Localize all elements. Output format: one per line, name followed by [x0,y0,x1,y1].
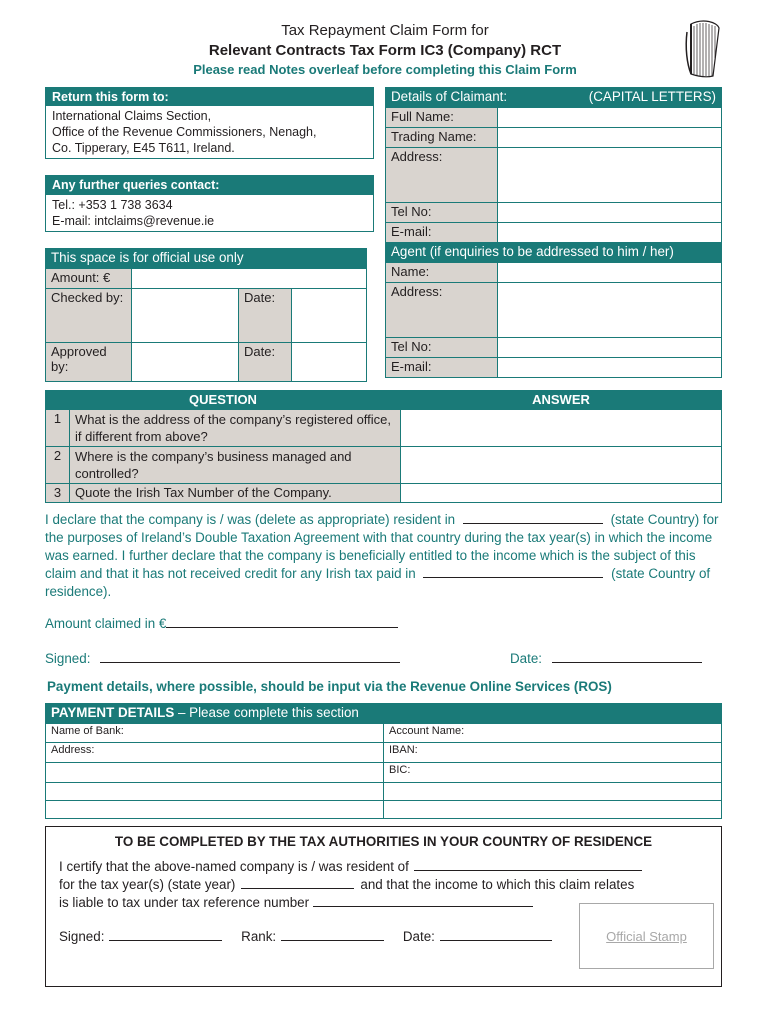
rank-line[interactable] [281,930,384,941]
agent-name-label: Name: [386,263,498,283]
full-name-label: Full Name: [386,108,498,128]
question-number: 3 [46,484,70,503]
bank-name-label: Name of Bank: [51,725,124,737]
answer-field[interactable] [401,410,722,447]
declaration-paragraph [45,511,725,601]
answer-field[interactable] [401,447,722,484]
iban-field[interactable] [384,743,722,763]
authority-signed-label: Signed: [59,929,105,944]
claimant-heading [386,88,722,108]
certify-text [59,858,642,912]
tel-label: Tel No: [386,203,498,223]
question-row [46,484,722,503]
address-label: Address: [386,148,498,203]
payment-heading [46,704,722,724]
queries-heading: Any further queries contact: [46,176,373,195]
trading-name-label: Trading Name: [386,128,498,148]
payment-blank-field[interactable] [384,783,722,801]
question-number: 2 [46,447,70,484]
return-address-line: Co. Tipperary, E45 T611, Ireland. [52,141,235,155]
queries-email: E-mail: intclaims@revenue.ie [52,214,215,228]
declaration-text: (state Country of residence). [45,566,711,599]
approved-date-field[interactable] [292,343,367,382]
question-text: Where is the company’s business managed and controlled? [70,447,401,484]
date-label: Date: [510,651,543,666]
question-text: Quote the Irish Tax Number of the Company. [70,484,401,503]
trading-name-field[interactable] [498,128,722,148]
answer-field[interactable] [401,484,722,503]
amount-claimed-line[interactable] [166,617,398,628]
agent-tel-label: Tel No: [386,338,498,358]
bic-label: BIC: [389,764,411,776]
checked-date-label: Date: [239,289,292,343]
signed-row [45,651,400,666]
amount-claimed-row [45,616,398,631]
question-row [46,410,722,447]
agent-name-field[interactable] [498,263,722,283]
return-form-heading: Return this form to: [46,88,373,106]
payment-heading-bold: PAYMENT DETAILS [51,705,175,720]
claimant-heading-text: Details of Claimant: [391,89,508,104]
question-row [46,447,722,484]
rank-label: Rank: [241,929,277,944]
address-field[interactable] [498,148,722,203]
declaration-text: (state Country) for the purposes of Ireland’s Double Taxation Agreement with that country during the tax year(s) in which the income was earned. I further declare that the company is beneficially entitled to the income which is the subject of this claim and that it has not received credit for any Irish tax paid in [45,512,719,581]
email-field[interactable] [498,223,722,243]
full-name-field[interactable] [498,108,722,128]
queries-box [45,175,374,232]
approved-by-field[interactable] [132,343,239,382]
bank-address-field-4[interactable] [46,801,384,819]
agent-address-label: Address: [386,283,498,338]
official-use-heading: This space is for official use only [46,249,367,269]
authority-signature-row [59,929,552,944]
account-name-label: Account Name: [389,725,465,737]
form-title-line2: Relevant Contracts Tax Form IC3 (Company) RCT [208,42,562,59]
bank-name-field[interactable] [46,724,384,743]
form-subtitle: Please read Notes overleaf before completing this Claim Form [193,62,577,77]
payment-blank-field[interactable] [384,801,722,819]
certify-line2a: for the tax year(s) (state year) [59,877,236,892]
claimant-table [385,87,722,378]
agent-address-field[interactable] [498,283,722,338]
question-header: QUESTION [46,391,401,410]
authority-date-line[interactable] [440,930,552,941]
date-line[interactable] [552,652,702,663]
question-text: What is the address of the company’s registered office, if different from above? [70,410,401,447]
iban-label: IBAN: [389,744,418,756]
certify-line2b: and that the income to which this claim relates [360,877,635,892]
official-stamp-box[interactable]: Official Stamp [579,903,714,969]
return-form-box [45,87,374,159]
question-number: 1 [46,410,70,447]
queries-tel: Tel.: +353 1 738 3634 [52,198,173,212]
account-name-field[interactable] [384,724,722,743]
tax-year-line[interactable] [241,878,354,889]
payment-table [45,703,722,819]
checked-by-field[interactable] [132,289,239,343]
residence-line[interactable] [414,860,642,871]
agent-heading: Agent (if enquiries to be addressed to him / her) [386,243,722,263]
authority-signature-line[interactable] [109,930,222,941]
agent-email-field[interactable] [498,358,722,378]
bank-address-field-2[interactable] [46,763,384,783]
ros-note: Payment details, where possible, should be input via the Revenue Online Services (ROS) [47,679,612,694]
agent-tel-field[interactable] [498,338,722,358]
harp-logo-icon [683,18,723,80]
checked-by-label: Checked by: [46,289,132,343]
signature-line[interactable] [100,652,400,663]
certify-line1: I certify that the above-named company is / was resident of [59,859,409,874]
email-label: E-mail: [386,223,498,243]
checked-date-field[interactable] [292,289,367,343]
amount-label: Amount: € [46,269,132,289]
amount-claimed-label: Amount claimed in € [45,616,167,631]
form-title-line1: Tax Repayment Claim Form for [281,22,489,39]
country-line[interactable] [463,513,603,524]
approved-date-label: Date: [239,343,292,382]
questions-table [45,390,722,503]
tel-field[interactable] [498,203,722,223]
approved-by-label: Approved by: [46,343,132,382]
authority-date-label: Date: [402,929,435,944]
agent-email-label: E-mail: [386,358,498,378]
certify-line3: is liable to tax under tax reference number [59,895,310,910]
return-address-line: Office of the Revenue Commissioners, Nenagh, [52,125,317,139]
bic-field[interactable] [384,763,722,783]
residence-country-line[interactable] [423,567,603,578]
payment-heading-rest: – Please complete this section [174,705,359,720]
bank-address-label: Address: [51,744,95,756]
date-row [510,651,702,666]
signed-label: Signed: [45,651,91,666]
claimant-heading-note: (CAPITAL LETTERS) [588,89,716,104]
official-use-table [45,248,367,382]
declaration-text: I declare that the company is / was (delete as appropriate) resident in [45,512,456,527]
answer-header: ANSWER [401,391,722,410]
amount-field[interactable] [132,269,367,289]
tax-reference-line[interactable] [313,896,533,907]
tax-authority-heading: TO BE COMPLETED BY THE TAX AUTHORITIES IN YOUR COUNTRY OF RESIDENCE [114,834,653,849]
return-address-line: International Claims Section, [52,109,212,123]
bank-address-field-3[interactable] [46,783,384,801]
bank-address-field[interactable] [46,743,384,763]
